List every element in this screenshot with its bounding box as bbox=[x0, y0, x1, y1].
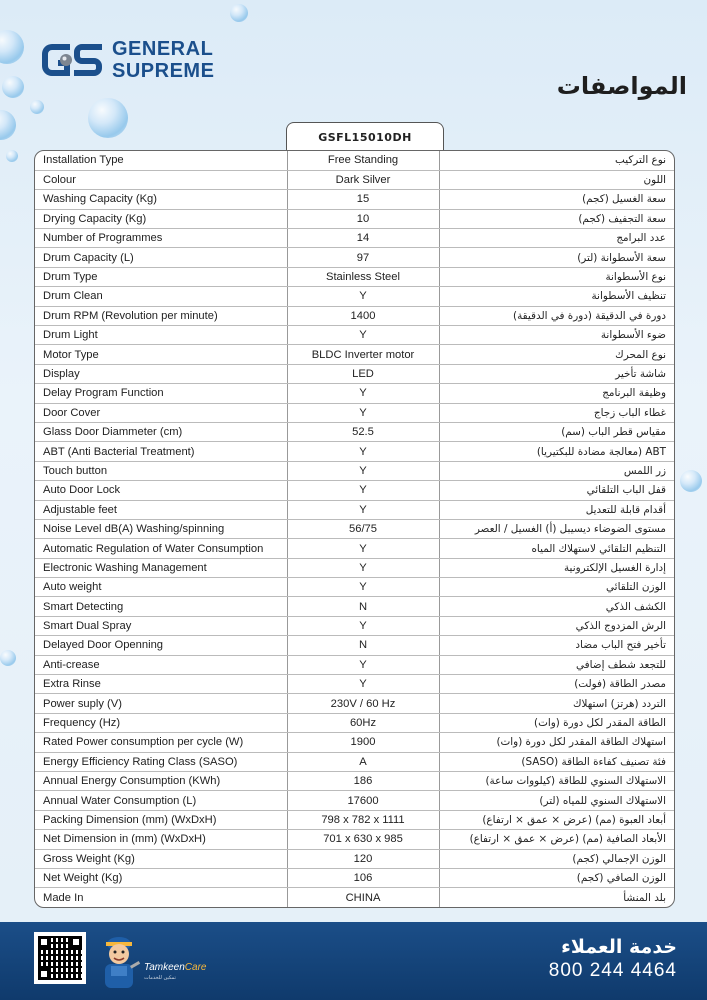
spec-row bbox=[35, 422, 674, 441]
qr-corner-marker bbox=[70, 936, 82, 948]
spec-row bbox=[35, 461, 674, 480]
spec-row bbox=[35, 170, 674, 189]
decorative-bubble bbox=[230, 4, 248, 22]
spec-row bbox=[35, 733, 674, 752]
spec-value: Y bbox=[287, 326, 439, 345]
spec-label-ar: التنظيم التلقائي لاستهلاك المياه bbox=[439, 539, 674, 558]
spec-value: Y bbox=[287, 578, 439, 597]
spec-label-ar: إدارة الغسيل الإلكترونية bbox=[439, 558, 674, 577]
spec-value: Y bbox=[287, 461, 439, 480]
spec-value: BLDC Inverter motor bbox=[287, 345, 439, 364]
spec-label-en: Drum Type bbox=[35, 267, 287, 286]
partner-name-b: Care bbox=[184, 962, 207, 973]
brand-name bbox=[112, 38, 214, 82]
spec-label-ar: الطاقة المقدر لكل دورة (وات) bbox=[439, 713, 674, 732]
spec-value: 106 bbox=[287, 868, 439, 887]
spec-label-en: Made In bbox=[43, 891, 84, 904]
spec-label-en: Electronic Washing Management bbox=[35, 558, 287, 577]
spec-label-ar: زر اللمس bbox=[439, 461, 674, 480]
spec-label-ar: بلد المنشأ bbox=[623, 891, 666, 904]
spec-row bbox=[35, 539, 674, 558]
spec-value: A bbox=[287, 752, 439, 771]
decorative-bubble bbox=[680, 470, 702, 492]
spec-value: Y bbox=[287, 500, 439, 519]
spec-label-ar: وظيفة البرنامج bbox=[439, 384, 674, 403]
spec-value: 97 bbox=[287, 248, 439, 267]
model-number: GSFL15010DH bbox=[286, 122, 444, 151]
brand-logo bbox=[40, 38, 214, 82]
partner-logo-text bbox=[144, 962, 206, 973]
spec-label-en: Colour bbox=[35, 170, 287, 189]
spec-row bbox=[35, 481, 674, 500]
spec-row bbox=[35, 791, 674, 810]
spec-label-en: Drum Light bbox=[35, 326, 287, 345]
spec-value: 56/75 bbox=[287, 519, 439, 538]
spec-row bbox=[35, 345, 674, 364]
spec-row bbox=[35, 616, 674, 635]
spec-label-ar: ضوء الأسطوانة bbox=[439, 326, 674, 345]
spec-label-ar: نوع المحرك bbox=[439, 345, 674, 364]
spec-row bbox=[35, 810, 674, 829]
spec-label-ar: الوزن الإجمالي (كجم) bbox=[439, 849, 674, 868]
spec-label-ar: سعة الأسطوانة (لتر) bbox=[439, 248, 674, 267]
spec-label-en: Annual Water Consumption (L) bbox=[35, 791, 287, 810]
customer-service-phone[interactable]: 800 244 4464 bbox=[548, 960, 677, 981]
spec-row bbox=[35, 578, 674, 597]
spec-row bbox=[35, 190, 674, 209]
spec-label-en: Auto weight bbox=[35, 578, 287, 597]
spec-value: N bbox=[287, 597, 439, 616]
spec-value: Y bbox=[287, 384, 439, 403]
spec-label-en: Anti-crease bbox=[35, 655, 287, 674]
spec-label-en: Drying Capacity (Kg) bbox=[35, 209, 287, 228]
decorative-bubble bbox=[0, 30, 24, 64]
qr-code[interactable] bbox=[34, 932, 86, 984]
spec-row bbox=[35, 267, 674, 286]
partner-tagline: تمكين للخدمات bbox=[144, 975, 176, 981]
decorative-bubble bbox=[0, 110, 16, 140]
spec-label-en: Smart Dual Spray bbox=[35, 616, 287, 635]
gs-logo-icon bbox=[40, 38, 104, 82]
spec-label-en: Touch button bbox=[35, 461, 287, 480]
spec-label-en: Automatic Regulation of Water Consumption bbox=[35, 539, 287, 558]
decorative-bubble bbox=[0, 650, 16, 666]
spec-label-en: Net Weight (Kg) bbox=[35, 868, 287, 887]
spec-label-ar: الاستهلاك السنوي للمياه (لتر) bbox=[439, 791, 674, 810]
spec-row bbox=[35, 326, 674, 345]
spec-label-en: Smart Detecting bbox=[35, 597, 287, 616]
spec-label-ar: اللون bbox=[439, 170, 674, 189]
spec-value: Y bbox=[287, 403, 439, 422]
spec-label-ar: أبعاد العبوة (مم) (عرض × عمق × ارتفاع) bbox=[439, 810, 674, 829]
spec-label-en: Installation Type bbox=[35, 151, 287, 170]
spec-label-ar: استهلاك الطاقة المقدر لكل دورة (وات) bbox=[439, 733, 674, 752]
spec-value: 17600 bbox=[287, 791, 439, 810]
technician-mascot-icon bbox=[96, 930, 142, 992]
spec-row bbox=[35, 287, 674, 306]
spec-label-en: Drum RPM (Revolution per minute) bbox=[35, 306, 287, 325]
spec-value: 14 bbox=[287, 229, 439, 248]
spec-label-ar: تنظيف الأسطوانة bbox=[439, 287, 674, 306]
spec-label-ar: التردد (هرتز) استهلاك bbox=[439, 694, 674, 713]
spec-label-en: Door Cover bbox=[35, 403, 287, 422]
customer-service-label: خدمة العملاء bbox=[561, 936, 677, 958]
spec-label-ar: سعة الغسيل (كجم) bbox=[439, 190, 674, 209]
spec-label-en: ABT (Anti Bacterial Treatment) bbox=[35, 442, 287, 461]
spec-label-ar: دورة في الدقيقة (دورة في الدقيقة) bbox=[439, 306, 674, 325]
spec-label-ar: الوزن التلقائي bbox=[439, 578, 674, 597]
spec-row bbox=[35, 849, 674, 868]
spec-row bbox=[35, 306, 674, 325]
spec-value: Y bbox=[287, 481, 439, 500]
spec-value: 186 bbox=[287, 772, 439, 791]
spec-label-en: Energy Efficiency Rating Class (SASO) bbox=[35, 752, 287, 771]
spec-value: Dark Silver bbox=[287, 170, 439, 189]
spec-row bbox=[35, 655, 674, 674]
spec-value: 15 bbox=[287, 190, 439, 209]
spec-label-ar: نوع التركيب bbox=[439, 151, 674, 170]
spec-value: Y bbox=[287, 539, 439, 558]
spec-row bbox=[35, 500, 674, 519]
spec-label-en: Extra Rinse bbox=[35, 675, 287, 694]
decorative-bubble bbox=[6, 150, 18, 162]
spec-row bbox=[35, 694, 674, 713]
spec-label-ar: عدد البرامج bbox=[439, 229, 674, 248]
spec-row bbox=[35, 772, 674, 791]
spec-value: CHINA bbox=[287, 888, 439, 907]
spec-label-en: Net Dimension in (mm) (WxDxH) bbox=[35, 830, 287, 849]
spec-label-en: Gross Weight (Kg) bbox=[35, 849, 287, 868]
spec-row bbox=[35, 636, 674, 655]
qr-corner-marker bbox=[38, 936, 50, 948]
spec-label-en: Drum Clean bbox=[35, 287, 287, 306]
spec-row bbox=[35, 151, 674, 170]
spec-label-ar: للتجعد شطف إضافي bbox=[439, 655, 674, 674]
spec-row bbox=[35, 519, 674, 538]
spec-label-ar: غطاء الباب زجاج bbox=[439, 403, 674, 422]
spec-label-ar: مصدر الطاقة (فولت) bbox=[439, 675, 674, 694]
page-title: المواصفات bbox=[556, 72, 687, 100]
spec-label-en: Noise Level dB(A) Washing/spinning bbox=[35, 519, 287, 538]
spec-label-en: Delay Program Function bbox=[35, 384, 287, 403]
brand-line-2: SUPREME bbox=[112, 60, 215, 82]
spec-value: 1900 bbox=[287, 733, 439, 752]
spec-value: LED bbox=[287, 364, 439, 383]
spec-row bbox=[35, 442, 674, 461]
spec-label-ar: مقياس قطر الباب (سم) bbox=[439, 422, 674, 441]
spec-row bbox=[35, 229, 674, 248]
spec-label-ar: الأبعاد الصافية (مم) (عرض × عمق × ارتفاع) bbox=[439, 830, 674, 849]
spec-row bbox=[35, 713, 674, 732]
spec-label-ar: قفل الباب التلقائي bbox=[439, 481, 674, 500]
spec-table-body bbox=[35, 151, 674, 907]
spec-row bbox=[35, 558, 674, 577]
spec-value: 230V / 60 Hz bbox=[287, 694, 439, 713]
spec-value: 60Hz bbox=[287, 713, 439, 732]
spec-row bbox=[35, 830, 674, 849]
decorative-bubble bbox=[30, 100, 44, 114]
spec-row bbox=[35, 868, 674, 887]
spec-value: Free Standing bbox=[287, 151, 439, 170]
spec-value: Y bbox=[287, 442, 439, 461]
spec-value: N bbox=[287, 636, 439, 655]
partner-name-a: Tamkeen bbox=[144, 962, 185, 973]
spec-label-ar: أقدام قابلة للتعديل bbox=[439, 500, 674, 519]
spec-label-ar: الوزن الصافي (كجم) bbox=[439, 868, 674, 887]
spec-label-ar: الكشف الذكي bbox=[439, 597, 674, 616]
spec-value: Y bbox=[287, 675, 439, 694]
spec-value: 10 bbox=[287, 209, 439, 228]
spec-label-en: Motor Type bbox=[35, 345, 287, 364]
spec-label-ar: مستوى الضوضاء ديسيبل (أ) الغسيل / العصر bbox=[439, 519, 674, 538]
brand-line-1: GENERAL bbox=[112, 38, 214, 60]
spec-value: 1400 bbox=[287, 306, 439, 325]
spec-row bbox=[35, 403, 674, 422]
spec-label-en: Washing Capacity (Kg) bbox=[35, 190, 287, 209]
spec-value: Y bbox=[287, 287, 439, 306]
spec-label-en: Number of Programmes bbox=[35, 229, 287, 248]
spec-value: 120 bbox=[287, 849, 439, 868]
spec-label-en: Annual Energy Consumption (KWh) bbox=[35, 772, 287, 791]
spec-label-en: Adjustable feet bbox=[35, 500, 287, 519]
spec-label-en: Display bbox=[35, 364, 287, 383]
spec-label-ar: سعة التجفيف (كجم) bbox=[439, 209, 674, 228]
spec-label-en: Rated Power consumption per cycle (W) bbox=[35, 733, 287, 752]
spec-row bbox=[35, 888, 674, 907]
spec-label-ar: تأخير فتح الباب مضاد bbox=[439, 636, 674, 655]
spec-value: Y bbox=[287, 655, 439, 674]
spec-label-en: Drum Capacity (L) bbox=[35, 248, 287, 267]
spec-label-en: Frequency (Hz) bbox=[35, 713, 287, 732]
spec-row bbox=[35, 384, 674, 403]
spec-row bbox=[35, 248, 674, 267]
qr-corner-marker bbox=[38, 968, 50, 980]
spec-row bbox=[35, 675, 674, 694]
spec-label-ar: الرش المزدوج الذكي bbox=[439, 616, 674, 635]
spec-row bbox=[35, 364, 674, 383]
spec-label-en: Power suply (V) bbox=[35, 694, 287, 713]
spec-value: Stainless Steel bbox=[287, 267, 439, 286]
spec-value: Y bbox=[287, 616, 439, 635]
spec-label-en: Auto Door Lock bbox=[35, 481, 287, 500]
spec-row bbox=[35, 752, 674, 771]
decorative-bubble bbox=[2, 76, 24, 98]
spec-value: 798 x 782 x 1111 bbox=[287, 810, 439, 829]
spec-label-ar: الاستهلاك السنوي للطاقة (كيلووات ساعة) bbox=[439, 772, 674, 791]
spec-label-ar: ABT (معالجة مضادة للبكتيريا) bbox=[439, 442, 674, 461]
spec-label-ar: شاشة تأخير bbox=[439, 364, 674, 383]
spec-row bbox=[35, 597, 674, 616]
spec-value: 52.5 bbox=[287, 422, 439, 441]
spec-label-en: Delayed Door Openning bbox=[35, 636, 287, 655]
spec-label-ar: فئة تصنيف كفاءة الطاقة (SASO) bbox=[439, 752, 674, 771]
spec-label-ar: نوع الأسطوانة bbox=[439, 267, 674, 286]
decorative-bubble bbox=[88, 98, 128, 138]
spec-row bbox=[35, 209, 674, 228]
spec-value: 701 x 630 x 985 bbox=[287, 830, 439, 849]
spec-table bbox=[34, 150, 675, 908]
spec-label-en: Glass Door Diammeter (cm) bbox=[35, 422, 287, 441]
spec-value: Y bbox=[287, 558, 439, 577]
spec-label-en: Packing Dimension (mm) (WxDxH) bbox=[35, 810, 287, 829]
